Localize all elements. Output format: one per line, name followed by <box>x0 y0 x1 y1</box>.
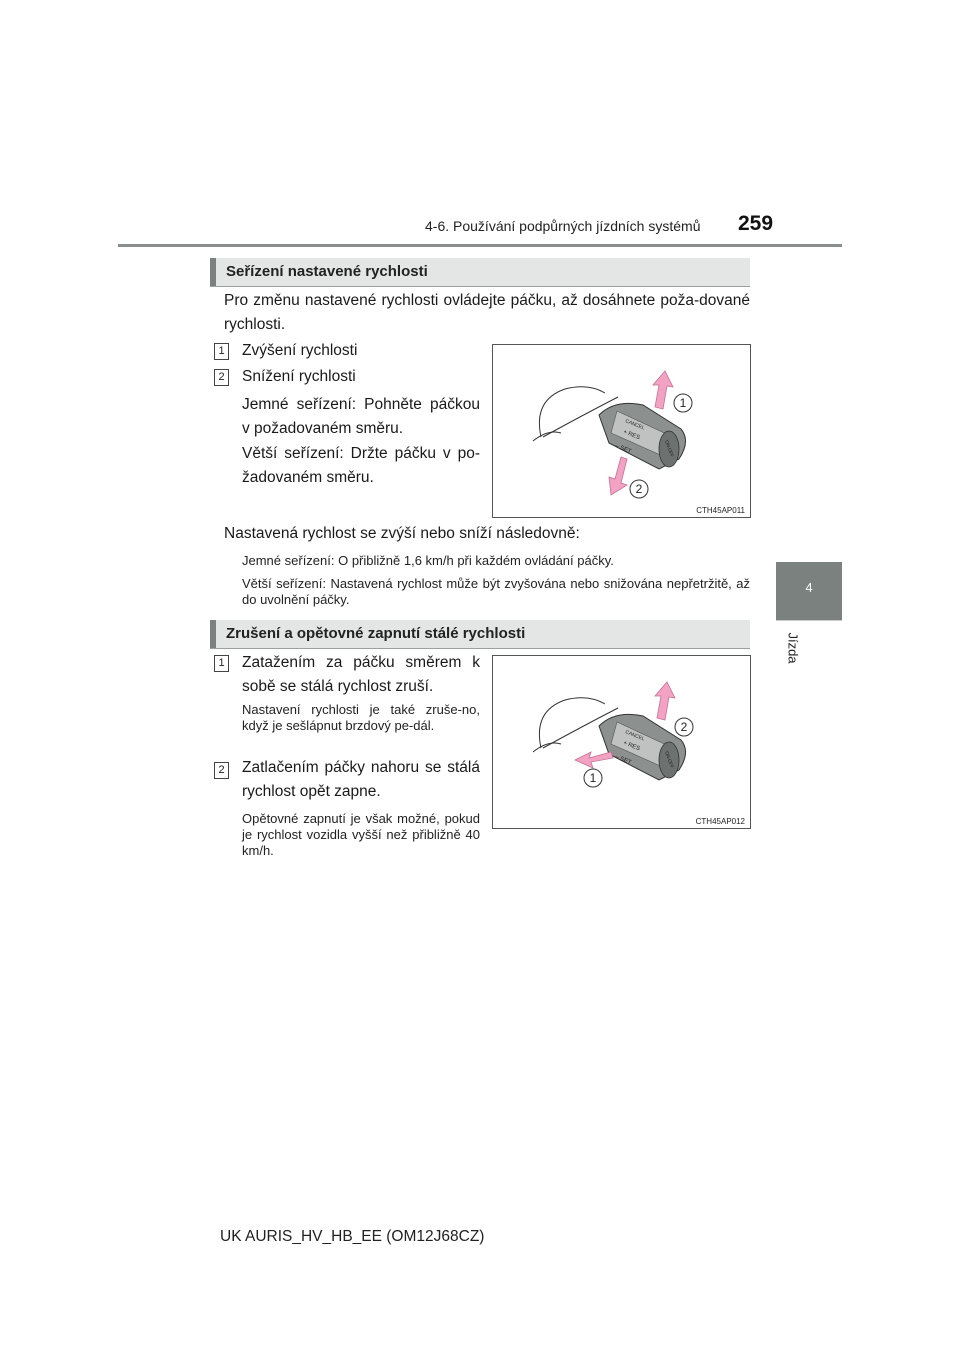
lever-cancel-illustration <box>493 656 750 828</box>
page-number: 259 <box>738 212 774 235</box>
chapter-tab-number: 4 <box>805 580 813 595</box>
figure-code: CTH45AP012 <box>695 817 745 826</box>
figure-lever-adjust <box>492 344 751 518</box>
lever-label-on-off: ON-OFF <box>664 439 675 458</box>
step-number-2: 2 <box>214 762 229 779</box>
section-title: Seřízení nastavené rychlosti <box>226 263 428 280</box>
note-resume: Opětovné zapnutí je však možné, pokud je rychlost vozidla vyšší než přibližně 40 km/h. <box>242 811 480 858</box>
step-text-decrease: Snížení rychlosti <box>242 368 356 385</box>
step-text-increase: Zvýšení rychlosti <box>242 342 358 359</box>
lever-label-set: – SET <box>614 754 632 767</box>
chapter-side-label <box>784 624 802 672</box>
section1-intro: Pro změnu nastavené rychlosti ovládejte páčku, až dosáhnete poža-dované rychlosti. <box>224 292 750 333</box>
section-header-bar <box>210 258 216 286</box>
lever-label-res: + RES <box>622 429 641 442</box>
lever-label-cancel: CANCEL <box>624 418 646 432</box>
section-header-speed-adjust <box>210 258 750 287</box>
callout-2: 2 <box>680 720 688 734</box>
chapter-tab-divider <box>776 620 842 621</box>
figure-lever-cancel <box>492 655 751 829</box>
arrow-pull-icon <box>575 752 613 768</box>
step-number-1: 1 <box>214 655 229 672</box>
section-header-cancel-resume <box>210 620 750 649</box>
section-title: Zrušení a opětovné zapnutí stálé rychlosti <box>226 625 526 642</box>
note-cancel: Nastavení rychlosti je také zruše-no, když je sešlápnut brzdový pe-dál. <box>242 702 480 733</box>
section-header-bar <box>210 620 216 648</box>
footer-model: UK AURIS_HV_HB_EE (OM12J68CZ) <box>220 1228 485 1245</box>
lever-label-set: – SET <box>614 443 632 456</box>
lever-label-res: + RES <box>622 740 641 753</box>
lever-adjust-illustration <box>493 345 750 517</box>
arrow-up-icon <box>653 371 673 409</box>
large-adjust-text: Větší seřízení: Držte páčku v po-žadovaném směru. <box>242 445 480 486</box>
fine-adjust-text: Jemné seřízení: Pohněte páčkou v požadovaném směru. <box>242 396 480 437</box>
chapter-title: 4-6. Používání podpůrných jízdních systémů <box>425 218 701 234</box>
step-number-2: 2 <box>214 369 229 386</box>
arrow-down-icon <box>609 457 627 495</box>
lever-label-on-off: ON-OFF <box>664 750 675 769</box>
arrow-up-icon <box>655 682 675 720</box>
note-large-adjust: Větší seřízení: Nastavená rychlost může být zvyšována nebo snižována nepřetržitě, až do uvolnění páčky. <box>242 576 750 607</box>
callout-2: 2 <box>635 482 643 496</box>
step-number-1: 1 <box>214 343 229 360</box>
header-rule <box>118 244 842 247</box>
step-text-cancel: Zatažením za páčku směrem k sobě se stálá rychlost zruší. <box>242 654 480 695</box>
note-fine-adjust: Jemné seřízení: O přibližně 1,6 km/h při každém ovládání páčky. <box>242 553 614 568</box>
lever-label-cancel: CANCEL <box>624 729 646 743</box>
callout-1: 1 <box>589 771 597 785</box>
figure-code: CTH45AP011 <box>696 506 745 515</box>
chapter-side-label-text: Jízda <box>785 632 801 664</box>
callout-1: 1 <box>679 396 687 410</box>
step-text-resume: Zatlačením páčky nahoru se stálá rychlost opět zapne. <box>242 759 480 800</box>
result-text: Nastavená rychlost se zvýší nebo sníží následovně: <box>224 525 580 542</box>
